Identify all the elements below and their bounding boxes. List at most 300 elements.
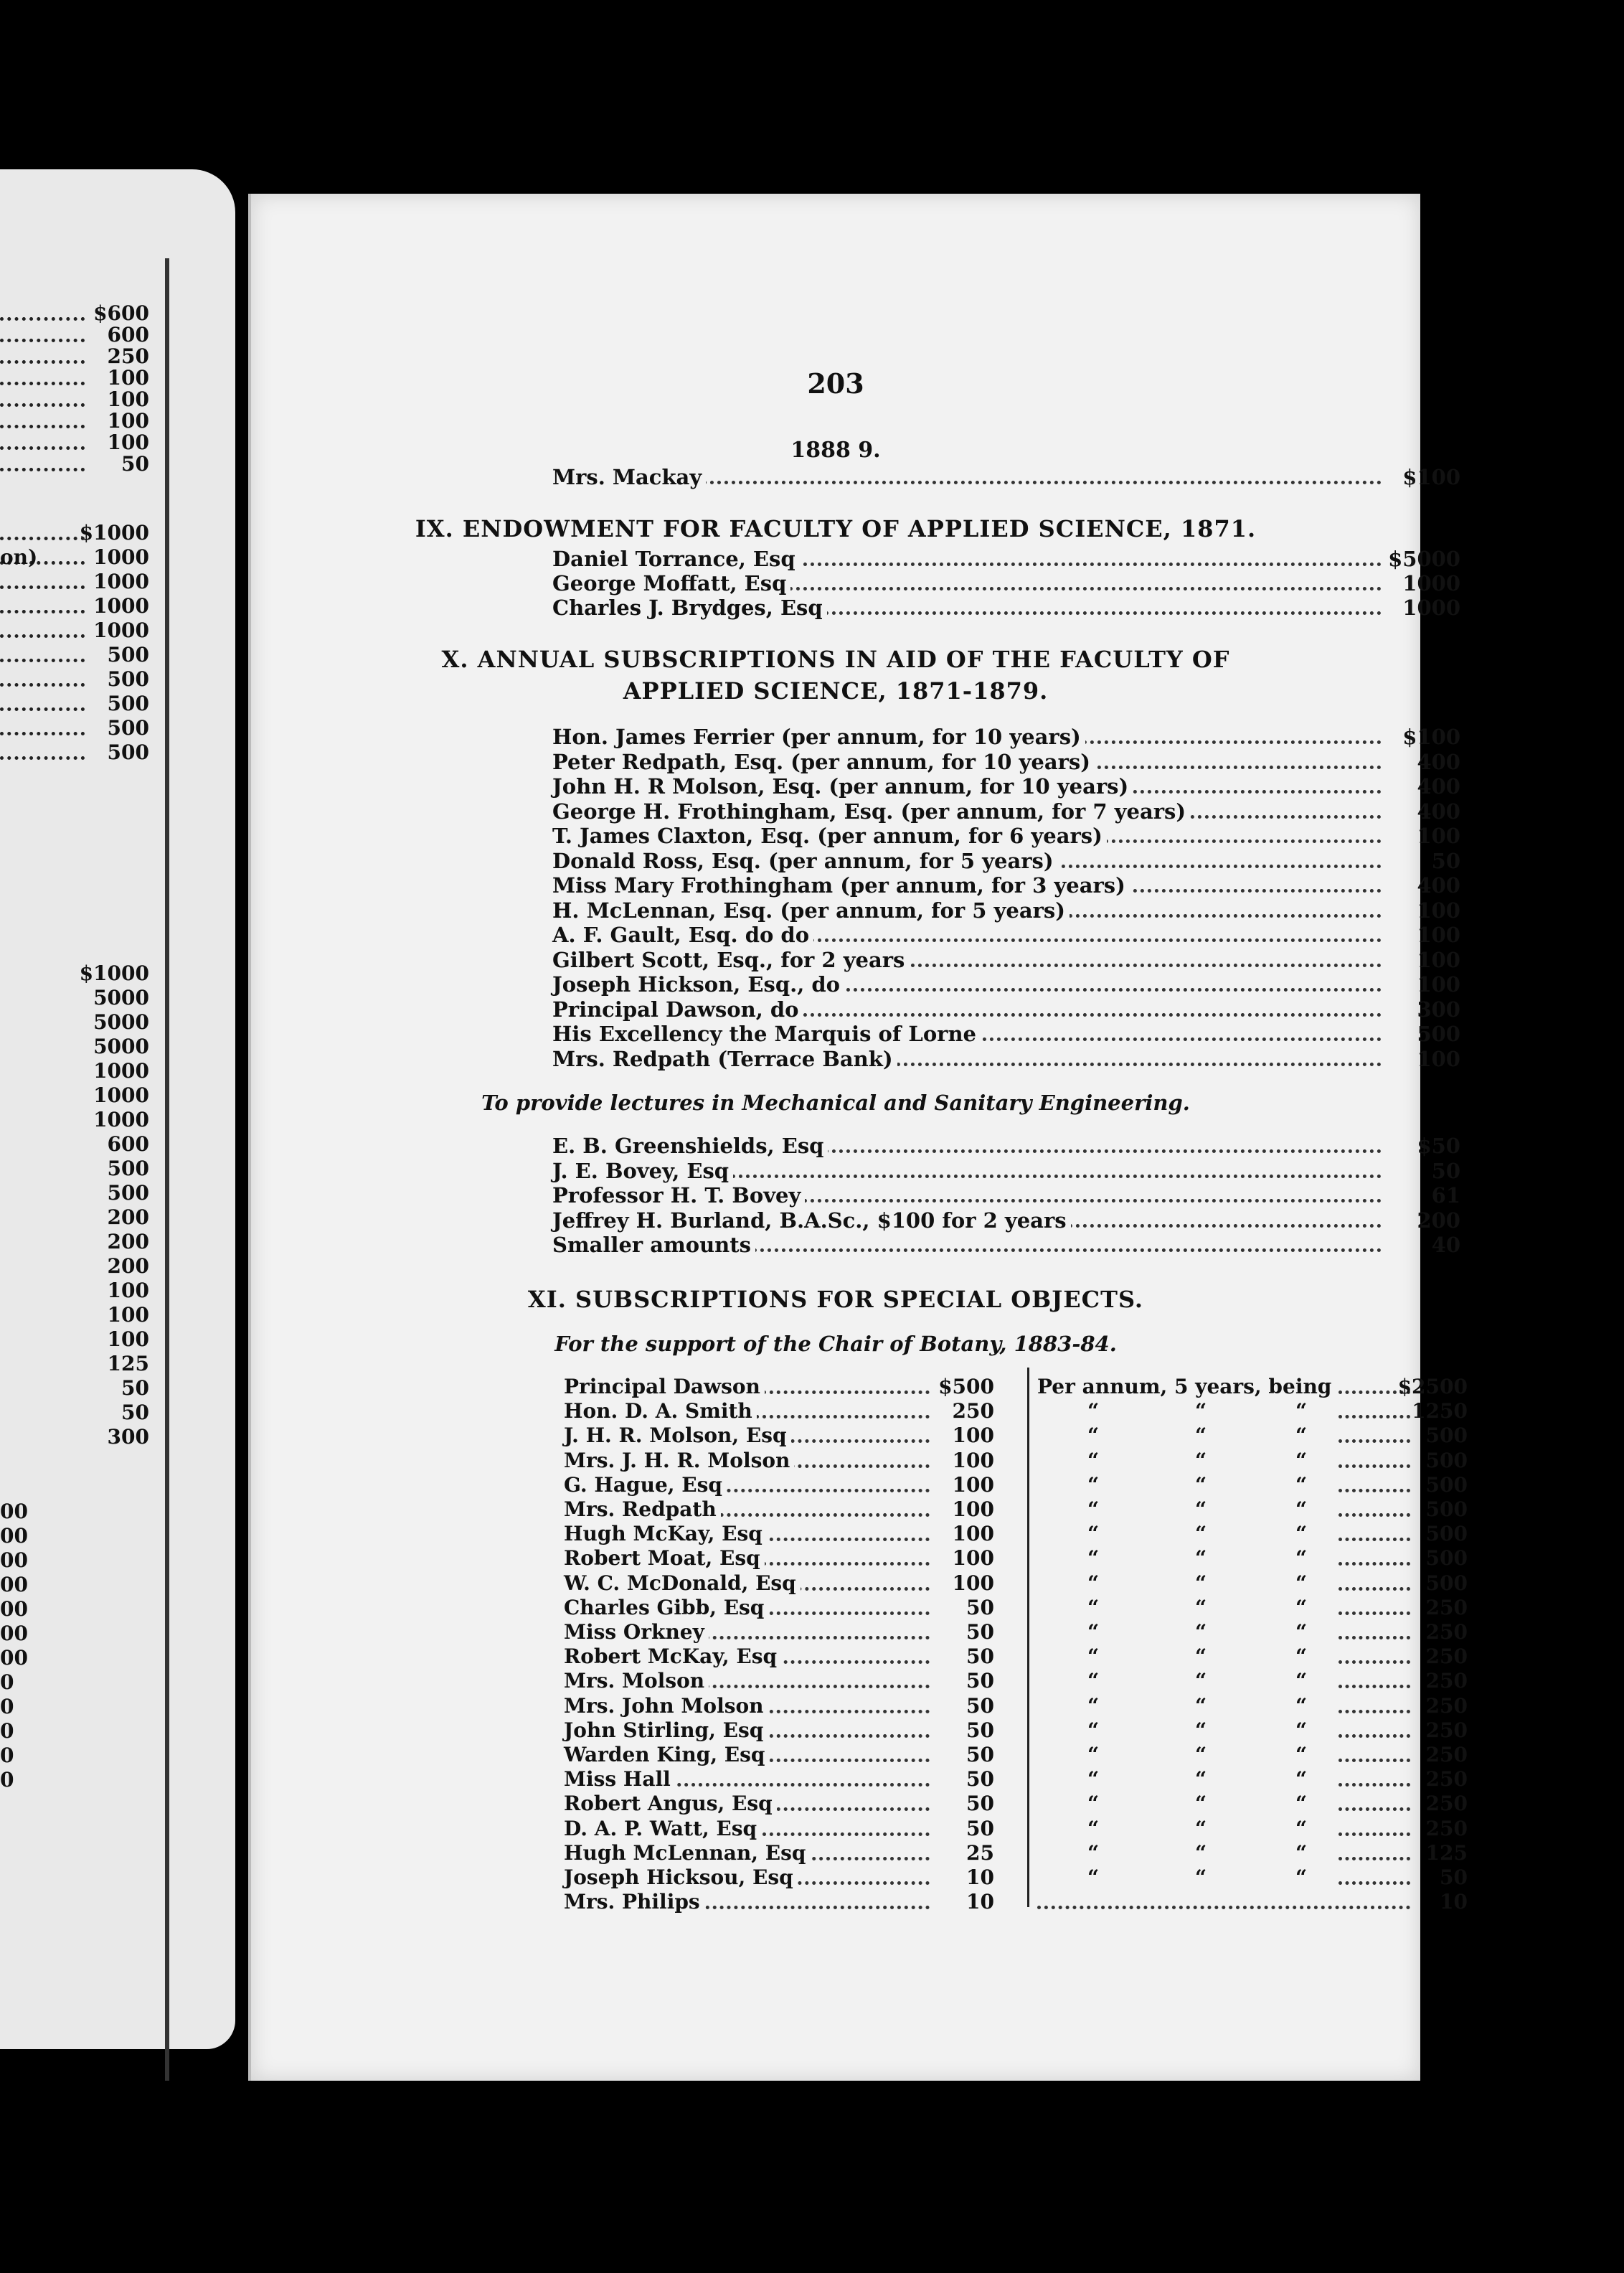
amount: 50 [1431, 1158, 1460, 1183]
table-row [564, 1497, 1468, 1520]
subscriber-name: Hugh McLennan, Esq [564, 1841, 810, 1865]
subscriber-name: Hugh McKay, Esq [564, 1522, 767, 1545]
table-row [564, 1841, 1468, 1864]
ditto-mark: “ [1195, 1472, 1207, 1497]
table-row [552, 725, 1460, 748]
botany-subhead: For the support of the Chair of Botany, 1883-84. [554, 1332, 1117, 1356]
subscriber-name: Miss Orkney [564, 1620, 709, 1644]
subscriber-name: His Excellency the Marquis of Lorne [552, 1022, 981, 1046]
dot-leader [1339, 1685, 1410, 1688]
annual-amount: 100 [952, 1571, 994, 1595]
left-page-amount: 250 [107, 344, 149, 368]
total-amount: $2500 [1397, 1375, 1468, 1398]
subscriber-name: Peter Redpath, Esq. (per annum, for 10 years) [552, 750, 1095, 774]
left-page-amount: 00 [0, 1646, 28, 1670]
table-row [564, 1694, 1468, 1717]
ditto-mark: “ [1295, 1644, 1308, 1669]
left-page-amount: 125 [107, 1352, 149, 1375]
dot-leader [1339, 1857, 1410, 1860]
dot-leader [1339, 1464, 1410, 1468]
ditto-mark: “ [1195, 1448, 1207, 1472]
amount: 400 [1417, 799, 1460, 824]
table-row [552, 1022, 1460, 1045]
ditto-mark: “ [1295, 1840, 1308, 1865]
left-page-amount: 100 [107, 1279, 149, 1302]
subscriber-name: Joseph Hicksou, Esq [564, 1865, 798, 1889]
subscriber-name: Robert Moat, Esq [564, 1546, 765, 1570]
total-amount: 500 [1425, 1423, 1468, 1448]
left-page-amount: 300 [107, 1425, 149, 1449]
subscriber-name: E. B. Greenshields, Esq [552, 1134, 828, 1158]
annual-amount: 50 [966, 1669, 994, 1693]
subscriber-name: Gilbert Scott, Esq., for 2 years [552, 948, 909, 972]
dot-leader [0, 317, 85, 321]
table-row [552, 799, 1460, 822]
subscriber-name: George Moffatt, Esq [552, 571, 790, 596]
subscriber-name: Daniel Torrance, Esq [552, 547, 800, 571]
ditto-mark: “ [1087, 1522, 1100, 1546]
ditto-mark: “ [1195, 1865, 1207, 1889]
dot-leader [1339, 1538, 1410, 1541]
amount: 400 [1417, 873, 1460, 898]
table-row [564, 1399, 1468, 1422]
dot-leader [1339, 1734, 1410, 1738]
ditto-mark: “ [1087, 1840, 1100, 1865]
ditto-mark: “ [1195, 1571, 1207, 1595]
left-page-amount: 500 [107, 692, 149, 715]
ditto-mark: “ [1087, 1472, 1100, 1497]
left-page-amount: 100 [107, 387, 149, 411]
left-page-amount: 50 [121, 1401, 149, 1424]
annual-amount: 50 [966, 1620, 994, 1644]
table-row [552, 1159, 1460, 1182]
total-amount: 250 [1425, 1595, 1468, 1619]
subscriber-name: Smaller amounts [552, 1233, 755, 1257]
table-row [564, 1817, 1468, 1840]
ditto-mark: “ [1195, 1743, 1207, 1766]
table-row [552, 948, 1460, 971]
left-page-amount: 200 [107, 1254, 149, 1278]
left-page-amount: 5000 [93, 986, 149, 1010]
amount: 100 [1417, 923, 1460, 947]
left-page-amount: 1000 [93, 594, 149, 618]
table-row [564, 1375, 1468, 1398]
ditto-mark: “ [1295, 1718, 1308, 1742]
table-row [564, 1890, 1468, 1913]
total-amount: 500 [1425, 1497, 1468, 1521]
ditto-mark: “ [1295, 1792, 1308, 1816]
left-page-amount: 5000 [93, 1035, 149, 1058]
total-amount: 250 [1425, 1816, 1468, 1840]
ditto-mark: “ [1087, 1743, 1100, 1766]
dot-leader [1339, 1587, 1410, 1591]
left-page-amount: 100 [107, 409, 149, 433]
table-row [552, 1233, 1460, 1256]
left-page-amount: 1000 [93, 570, 149, 593]
dot-leader [0, 707, 85, 711]
table-row [564, 1743, 1468, 1766]
terms-text: Per annum, 5 years, being [1037, 1375, 1332, 1398]
annual-amount: 100 [952, 1423, 994, 1448]
annual-amount: 50 [966, 1743, 994, 1766]
table-row [552, 824, 1460, 847]
ditto-mark: “ [1195, 1669, 1207, 1693]
dot-leader [1339, 1759, 1410, 1762]
ditto-mark: “ [1195, 1497, 1207, 1521]
total-amount: 250 [1425, 1669, 1468, 1693]
ditto-mark: “ [1087, 1669, 1100, 1693]
total-amount: 500 [1425, 1448, 1468, 1472]
total-amount: 500 [1425, 1546, 1468, 1571]
left-page-amount: 00 [0, 1548, 28, 1572]
subscriber-name: Warden King, Esq [564, 1743, 770, 1766]
left-page-amount: 0 [0, 1768, 14, 1792]
table-row [552, 923, 1460, 946]
dot-leader [0, 585, 85, 589]
subscriber-name: Mrs. Molson [564, 1669, 709, 1693]
left-page-amount: 0 [0, 1743, 14, 1767]
table-row [552, 997, 1460, 1020]
left-page-amount: 500 [107, 643, 149, 667]
dot-leader [1339, 1881, 1410, 1885]
amount: $5000 [1388, 547, 1460, 571]
ditto-mark: “ [1295, 1399, 1308, 1423]
subscriber-name: Hon. D. A. Smith [564, 1399, 757, 1423]
dot-leader [0, 537, 85, 540]
left-page-amount: 00 [0, 1500, 28, 1523]
left-page-fragment-text: on) [0, 545, 38, 569]
amount: 1000 [1402, 596, 1460, 620]
ditto-mark: “ [1087, 1546, 1100, 1571]
left-page-amount: 00 [0, 1524, 28, 1548]
left-page-amount: 5000 [93, 1010, 149, 1034]
ditto-mark: “ [1195, 1693, 1207, 1718]
ditto-mark: “ [1087, 1399, 1100, 1423]
dot-leader [1339, 1832, 1410, 1836]
subscriber-name: Principal Dawson, do [552, 997, 803, 1022]
left-page-amount: $1000 [79, 521, 149, 545]
total-amount: 250 [1425, 1644, 1468, 1669]
left-page-amount: 1000 [93, 618, 149, 642]
ditto-mark: “ [1195, 1792, 1207, 1816]
annual-amount: 50 [966, 1816, 994, 1840]
subscriber-name: G. Hague, Esq [564, 1473, 727, 1497]
annual-amount: 50 [966, 1792, 994, 1816]
section-x-title-line1: X. ANNUAL SUBSCRIPTIONS IN AID OF THE FACULTY OF [441, 646, 1230, 673]
year-heading: 1888 9. [790, 438, 881, 463]
total-amount: 1250 [1412, 1399, 1468, 1423]
subscriber-name: Jeffrey H. Burland, B.A.Sc., $100 for 2 years [552, 1208, 1071, 1233]
total-amount: 250 [1425, 1693, 1468, 1718]
subscriber-name: J. E. Bovey, Esq [552, 1159, 733, 1183]
total-amount: 500 [1425, 1472, 1468, 1497]
ditto-mark: “ [1087, 1644, 1100, 1669]
ditto-mark: “ [1087, 1448, 1100, 1472]
section-ix-title: IX. ENDOWMENT FOR FACULTY OF APPLIED SCIENCE, 1871. [415, 515, 1257, 542]
ditto-mark: “ [1087, 1792, 1100, 1816]
table-row [564, 1596, 1468, 1619]
section-x-title-line2: APPLIED SCIENCE, 1871-1879. [623, 677, 1049, 705]
annual-amount: 50 [966, 1718, 994, 1742]
dot-leader [1339, 1562, 1410, 1566]
annual-amount: 50 [966, 1767, 994, 1792]
left-page-fragment [0, 169, 235, 2049]
ditto-mark: “ [1087, 1693, 1100, 1718]
subscriber-name: Charles Gibb, Esq [564, 1596, 768, 1619]
annual-amount: 100 [952, 1497, 994, 1521]
subscriber-name: Charles J. Brydges, Esq [552, 596, 827, 620]
subscriber-name: Miss Mary Frothingham (per annum, for 3 years) [552, 873, 1130, 898]
left-page-amount: 600 [107, 1132, 149, 1156]
amount: 100 [1417, 898, 1460, 923]
ditto-mark: “ [1195, 1767, 1207, 1792]
ditto-mark: “ [1295, 1546, 1308, 1571]
dot-leader [0, 360, 85, 364]
table-row [552, 596, 1460, 618]
amount: 100 [1417, 947, 1460, 972]
left-page-amount: 500 [107, 667, 149, 691]
left-page-amount: 00 [0, 1597, 28, 1621]
dot-leader [1339, 1611, 1410, 1615]
table-row [552, 1183, 1460, 1206]
dot-leader [1339, 1415, 1410, 1418]
ditto-mark: “ [1195, 1816, 1207, 1840]
annual-amount: 100 [952, 1522, 994, 1546]
left-page-amount: 100 [107, 1303, 149, 1327]
amount: 500 [1417, 1022, 1460, 1046]
dot-leader [1339, 1513, 1410, 1517]
table-row [564, 1644, 1468, 1667]
annual-amount: 100 [952, 1546, 994, 1571]
dot-leader [0, 403, 85, 407]
left-page-amount: 0 [0, 1695, 14, 1718]
dot-leader [1339, 1807, 1410, 1811]
amount: 200 [1417, 1208, 1460, 1233]
subscriber-name: Hon. James Ferrier (per annum, for 10 years) [552, 725, 1085, 749]
page-number: 203 [807, 367, 864, 400]
dot-leader [1339, 1439, 1410, 1443]
amount: 400 [1417, 749, 1460, 774]
ditto-mark: “ [1195, 1644, 1207, 1669]
annual-amount: 10 [966, 1890, 994, 1914]
left-page-amount: 500 [107, 716, 149, 740]
left-page-amount: 100 [107, 1327, 149, 1351]
ditto-mark: “ [1195, 1423, 1207, 1448]
ditto-mark: “ [1195, 1595, 1207, 1619]
table-row [564, 1449, 1468, 1472]
ditto-mark: “ [1087, 1595, 1100, 1619]
left-page-amount: 100 [107, 366, 149, 390]
ditto-mark: “ [1295, 1620, 1308, 1644]
ditto-mark: “ [1295, 1522, 1308, 1546]
ditto-mark: “ [1295, 1595, 1308, 1619]
table-row [552, 873, 1460, 896]
ditto-mark: “ [1295, 1743, 1308, 1766]
total-amount: 50 [1440, 1865, 1468, 1889]
table-row [552, 1208, 1460, 1231]
ditto-mark: “ [1295, 1767, 1308, 1792]
subscriber-name: Mrs. J. H. R. Molson [564, 1449, 794, 1472]
document-page [248, 194, 1468, 2081]
dot-leader [1339, 1489, 1410, 1492]
table-row [552, 465, 1460, 488]
subscriber-name: Mrs. Mackay [552, 465, 706, 489]
annual-amount: $500 [938, 1375, 994, 1398]
total-amount: 250 [1425, 1792, 1468, 1816]
subscriber-name: Donald Ross, Esq. (per annum, for 5 years) [552, 849, 1058, 873]
table-row [552, 849, 1460, 872]
table-row [564, 1865, 1468, 1888]
amount: 100 [1417, 824, 1460, 848]
left-page-amount: 200 [107, 1230, 149, 1253]
ditto-mark: “ [1295, 1472, 1308, 1497]
left-page-amount: 500 [107, 1181, 149, 1205]
subscriber-name: Mrs. Redpath [564, 1497, 721, 1521]
left-page-amount: 50 [121, 452, 149, 476]
table-row [564, 1546, 1468, 1569]
table-row [564, 1718, 1468, 1741]
ditto-mark: “ [1195, 1718, 1207, 1742]
ditto-mark: “ [1195, 1620, 1207, 1644]
table-row [564, 1571, 1468, 1594]
annual-amount: 50 [966, 1595, 994, 1619]
table-row [552, 1134, 1460, 1157]
subscriber-name: A. F. Gault, Esq. do do [552, 923, 813, 947]
amount: 61 [1431, 1183, 1460, 1208]
ditto-mark: “ [1295, 1865, 1308, 1889]
table-row [564, 1522, 1468, 1545]
dot-leader [0, 732, 85, 735]
annual-amount: 25 [966, 1840, 994, 1865]
ditto-mark: “ [1087, 1767, 1100, 1792]
subscriber-name: Joseph Hickson, Esq., do [552, 972, 844, 997]
table-row [564, 1767, 1468, 1790]
table-row [564, 1473, 1468, 1496]
subscriber-name: George H. Frothingham, Esq. (per annum, for 7 years) [552, 799, 1190, 824]
left-page-amount: 0 [0, 1719, 14, 1743]
table-row [552, 547, 1460, 570]
amount: 400 [1417, 774, 1460, 799]
ditto-mark: “ [1195, 1840, 1207, 1865]
left-page-amount: 500 [107, 1157, 149, 1180]
annual-amount: 50 [966, 1644, 994, 1669]
dot-leader [0, 659, 85, 662]
total-amount: 500 [1425, 1571, 1468, 1595]
subscriber-name: Mrs. John Molson [564, 1694, 768, 1718]
ditto-mark: “ [1295, 1669, 1308, 1693]
subscriber-name: J. H. R. Molson, Esq [564, 1423, 791, 1447]
subscriber-name: Robert McKay, Esq [564, 1644, 781, 1668]
amount: 40 [1431, 1233, 1460, 1257]
table-row [552, 750, 1460, 773]
subscriber-name: Professor H. T. Bovey [552, 1183, 805, 1208]
total-amount: 10 [1440, 1890, 1468, 1914]
amount: 1000 [1402, 571, 1460, 596]
subscriber-name: W. C. McDonald, Esq [564, 1571, 801, 1595]
dot-leader [0, 756, 85, 760]
left-page-amount: 0 [0, 1670, 14, 1694]
amount: $50 [1417, 1134, 1460, 1158]
dot-leader [0, 634, 85, 638]
subscriber-name: Mrs. Redpath (Terrace Bank) [552, 1047, 897, 1071]
ditto-mark: “ [1087, 1865, 1100, 1889]
amount: $100 [1402, 725, 1460, 749]
table-row [564, 1669, 1468, 1692]
dot-leader [0, 446, 85, 450]
ditto-mark: “ [1087, 1571, 1100, 1595]
table-row [564, 1423, 1468, 1446]
dot-leader [0, 339, 85, 342]
subscriber-name: Robert Angus, Esq [564, 1792, 777, 1815]
dot-leader [1339, 1783, 1410, 1787]
table-row [552, 774, 1460, 797]
dot-leader [0, 683, 85, 687]
left-page-amount: 200 [107, 1205, 149, 1229]
ditto-mark: “ [1295, 1497, 1308, 1521]
section-xi-title: XI. SUBSCRIPTIONS FOR SPECIAL OBJECTS. [527, 1286, 1144, 1313]
table-row [552, 1047, 1460, 1070]
subscriber-name: John Stirling, Esq [564, 1718, 768, 1742]
engineering-subhead: To provide lectures in Mechanical and Sanitary Engineering. [481, 1091, 1190, 1115]
table-row [552, 898, 1460, 921]
dot-leader [0, 425, 85, 428]
annual-amount: 50 [966, 1693, 994, 1718]
total-amount: 250 [1425, 1743, 1468, 1766]
total-amount: 125 [1425, 1840, 1468, 1865]
table-row [564, 1620, 1468, 1643]
ditto-mark: “ [1295, 1423, 1308, 1448]
subscriber-name: T. James Claxton, Esq. (per annum, for 6 years) [552, 824, 1107, 848]
amount: 100 [1417, 1046, 1460, 1071]
left-page-amount: 1000 [93, 1059, 149, 1083]
ditto-mark: “ [1195, 1546, 1207, 1571]
left-page-amount: 00 [0, 1573, 28, 1596]
total-amount: 250 [1425, 1767, 1468, 1792]
left-page-amount: 00 [0, 1622, 28, 1645]
annual-amount: 100 [952, 1472, 994, 1497]
annual-amount: 10 [966, 1865, 994, 1889]
left-page-amount: $1000 [79, 961, 149, 985]
left-page-amount: $600 [93, 301, 149, 325]
ditto-mark: “ [1295, 1571, 1308, 1595]
dot-leader [1037, 1906, 1410, 1909]
ditto-mark: “ [1087, 1497, 1100, 1521]
ditto-mark: “ [1087, 1423, 1100, 1448]
table-row [552, 972, 1460, 995]
subscriber-name: Mrs. Philips [564, 1890, 704, 1914]
subscriber-name: Principal Dawson [564, 1375, 765, 1398]
annual-amount: 100 [952, 1448, 994, 1472]
amount: 100 [1417, 972, 1460, 997]
amount: 300 [1417, 997, 1460, 1022]
subscriber-name: John H. R Molson, Esq. (per annum, for 10 years) [552, 774, 1133, 799]
table-row [552, 571, 1460, 594]
total-amount: 500 [1425, 1522, 1468, 1546]
total-amount: 250 [1425, 1620, 1468, 1644]
dot-leader [1339, 1636, 1410, 1639]
dot-leader [0, 468, 85, 471]
left-page-amount: 100 [107, 430, 149, 454]
dot-leader [0, 382, 85, 385]
left-page-amount: 500 [107, 740, 149, 764]
ditto-mark: “ [1195, 1522, 1207, 1546]
left-page-amount: 1000 [93, 1108, 149, 1131]
amount: 50 [1431, 848, 1460, 873]
subscriber-name: H. McLennan, Esq. (per annum, for 5 years) [552, 898, 1070, 923]
annual-amount: 250 [952, 1399, 994, 1423]
dot-leader [1339, 1710, 1410, 1713]
ditto-mark: “ [1295, 1693, 1308, 1718]
